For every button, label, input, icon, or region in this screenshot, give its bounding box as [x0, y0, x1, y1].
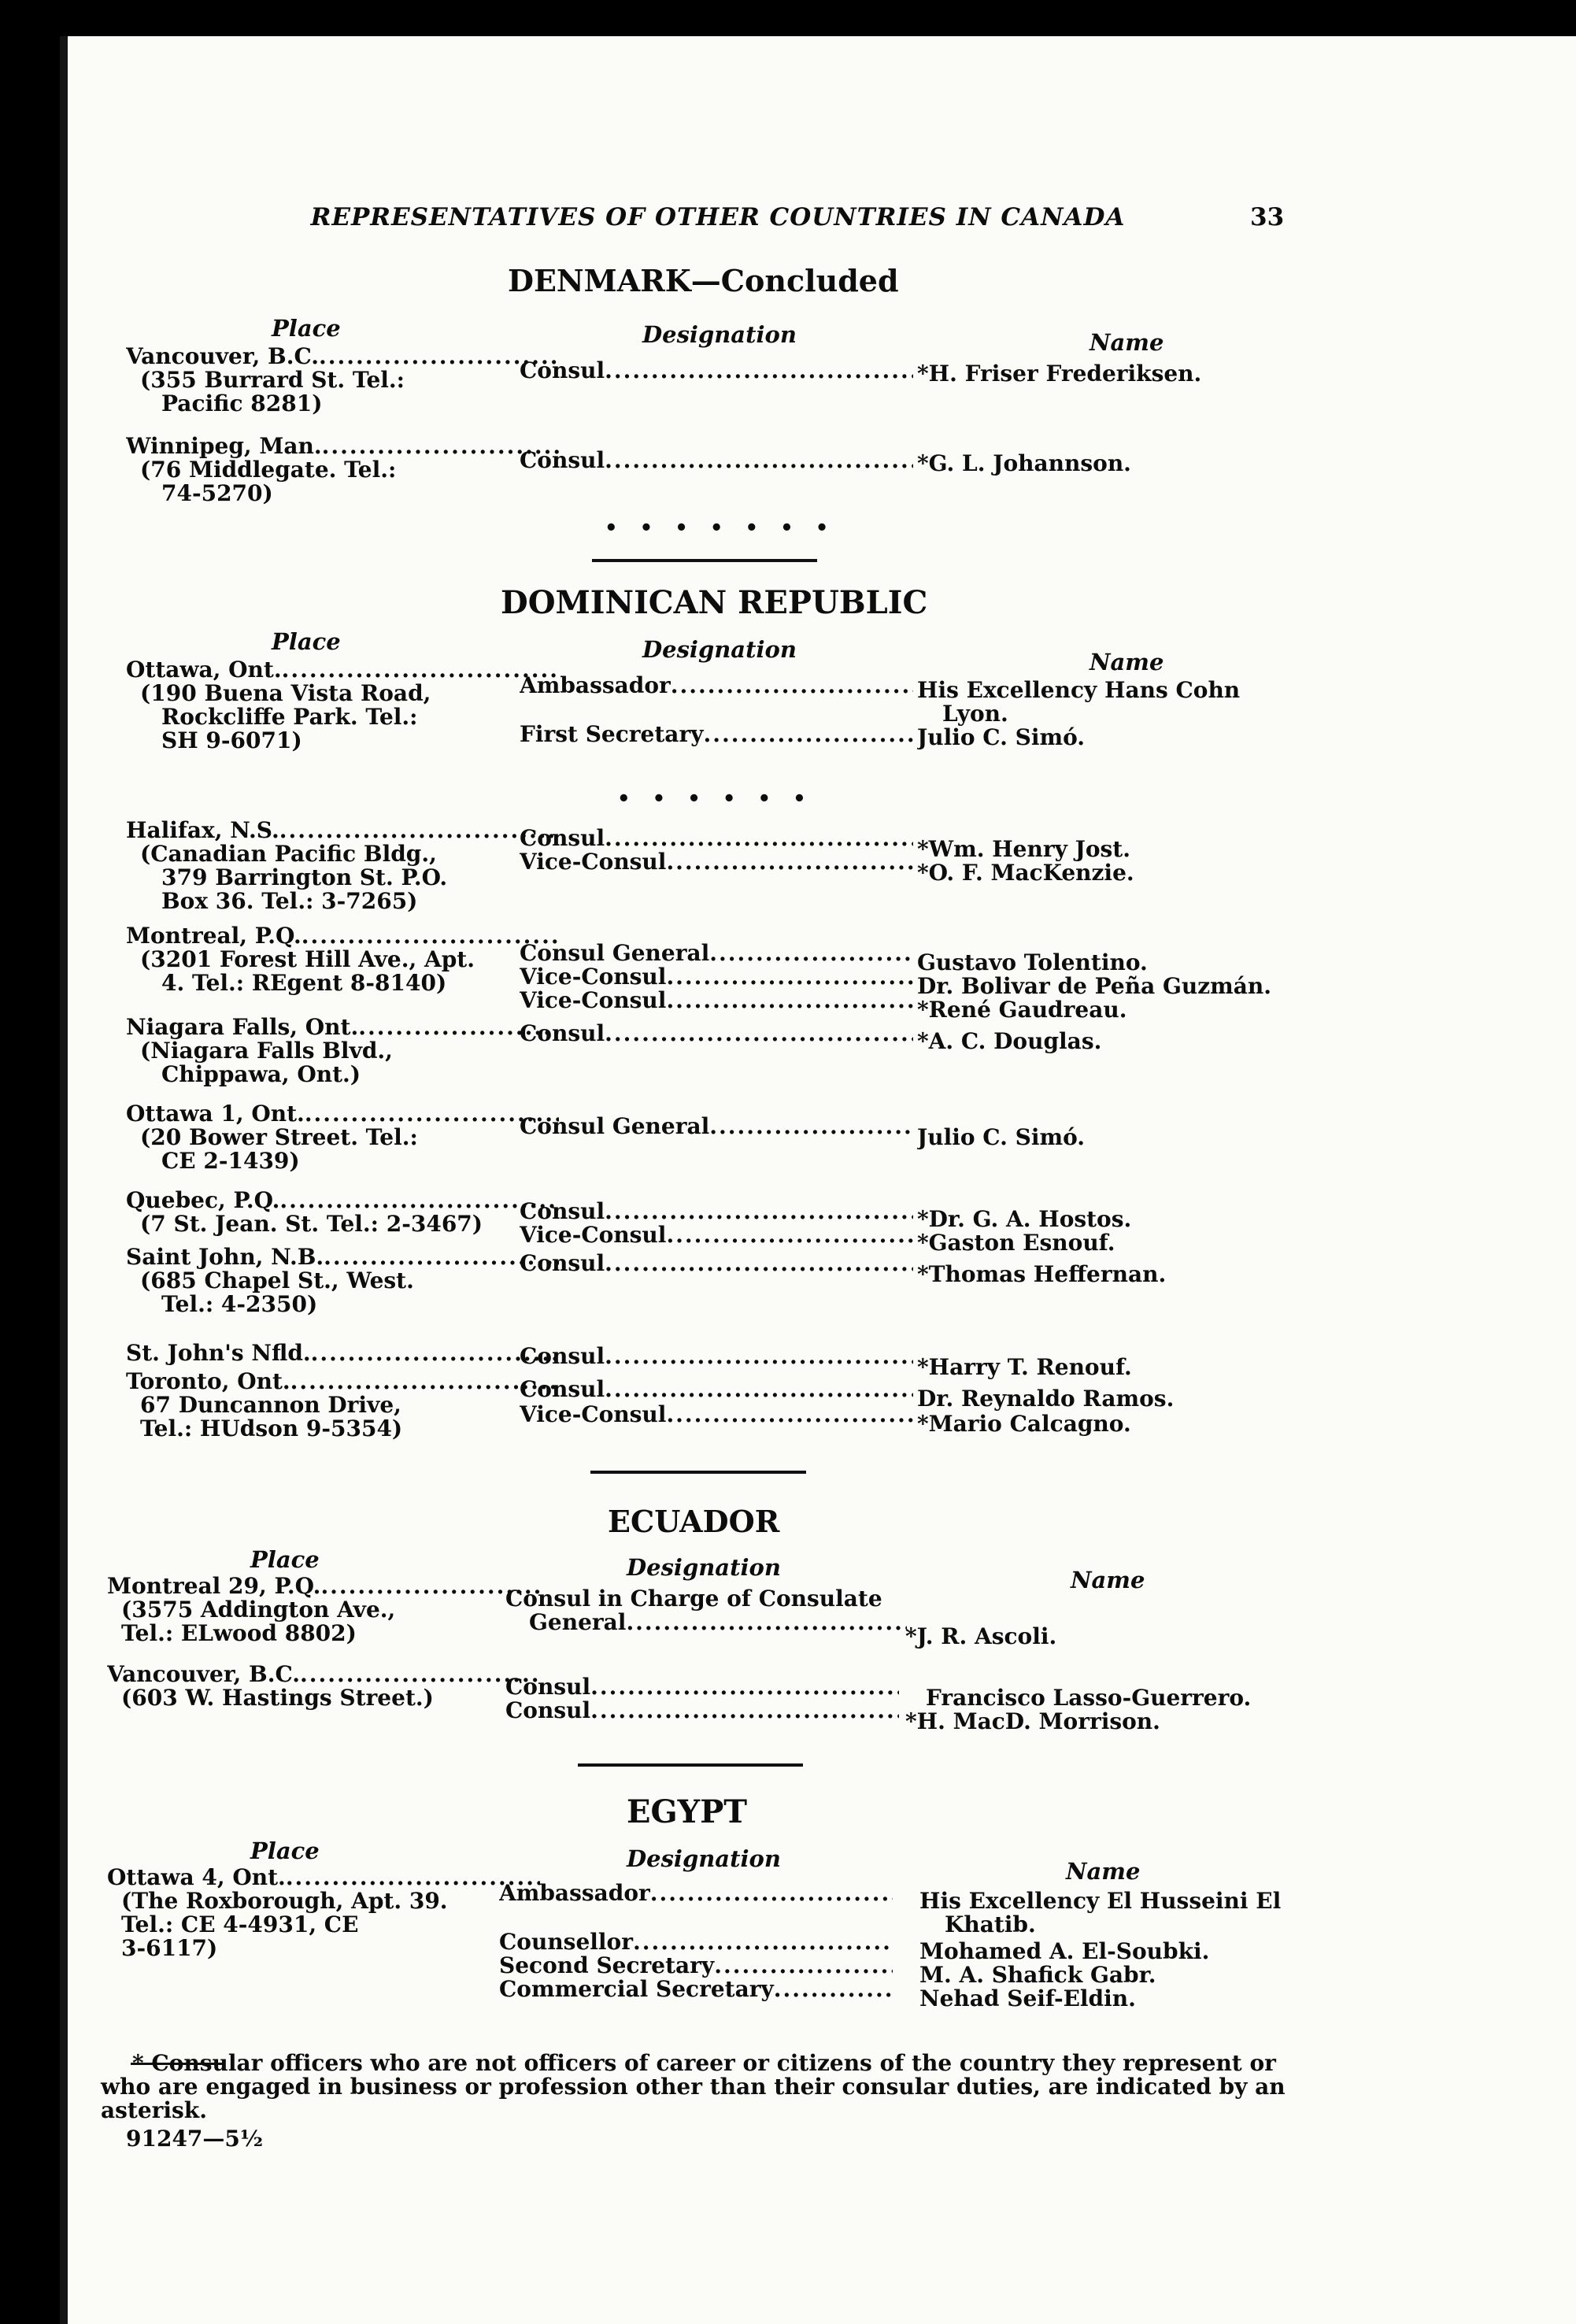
- entry-place: St. John's Nfld. .....: [126, 1341, 559, 1365]
- country-heading-egypt: EGYPT: [627, 1793, 748, 1830]
- entry-address: (7 St. Jean. St. Tel.: 2-3467): [140, 1212, 483, 1236]
- entry-place: Niagara Falls, Ont. .....: [126, 1016, 559, 1039]
- entry-address: (Canadian Pacific Bldg.,: [140, 842, 437, 866]
- entry-address: (76 Middlegate. Tel.:: [140, 458, 397, 482]
- entry-designation: Vice-Consul .....: [520, 1403, 913, 1427]
- entry-designation: Consul .....: [520, 1200, 913, 1223]
- entry-address: Tel.: CE 4-4931, CE: [121, 1913, 359, 1937]
- entry-name: M. A. Shafick Gabr.: [919, 1963, 1156, 1987]
- place-column-header: Place: [272, 315, 341, 342]
- running-title: REPRESENTATIVES OF OTHER COUNTRIES IN CANADA: [310, 203, 1126, 231]
- entry-address: 4. Tel.: REgent 8-8140): [161, 971, 447, 995]
- entry-address: (3201 Forest Hill Ave., Apt.: [140, 948, 475, 971]
- entry-designation: Consul General .....: [520, 942, 913, 965]
- entry-name: Dr. Bolivar de Peña Guzmán.: [917, 975, 1272, 998]
- name-column-header: Name: [1090, 649, 1164, 675]
- section-stars: •••••••: [605, 516, 851, 540]
- entry-name: *René Gaudreau.: [917, 998, 1127, 1022]
- entry-designation: Consul .....: [505, 1675, 899, 1699]
- country-heading-ecuador: ECUADOR: [608, 1504, 780, 1539]
- designation-column-header: Designation: [642, 636, 797, 663]
- binding-edge: [60, 36, 68, 2324]
- place-column-header: Place: [250, 1546, 320, 1573]
- entry-address: Pacific 8281): [161, 392, 323, 416]
- entry-name: *Gaston Esnouf.: [917, 1231, 1115, 1255]
- entry-place: Saint John, N.B. .....: [126, 1245, 559, 1269]
- entry-name: Julio C. Simó.: [917, 726, 1086, 749]
- entry-place: Ottawa 4, Ont. .....: [107, 1866, 540, 1889]
- country-heading-dominican-republic: DOMINICAN REPUBLIC: [501, 584, 928, 621]
- entry-designation: Consul in Charge of Consulate: [505, 1587, 882, 1611]
- entry-name: Dr. Reynaldo Ramos.: [917, 1387, 1175, 1411]
- entry-name: *G. L. Johannson.: [917, 452, 1131, 476]
- entry-name: *Harry T. Renouf.: [917, 1356, 1132, 1379]
- entry-designation: Second Secretary .....: [499, 1954, 893, 1978]
- entry-designation: Ambassador .....: [499, 1882, 893, 1905]
- entry-name: *J. R. Ascoli.: [905, 1625, 1057, 1649]
- entry-name: *A. C. Douglas.: [917, 1030, 1102, 1053]
- section-stars: ••••••: [617, 787, 828, 811]
- place-column-header: Place: [272, 628, 341, 655]
- entry-address: (603 W. Hastings Street.): [121, 1686, 434, 1710]
- entry-name: Khatib.: [945, 1913, 1036, 1937]
- entry-designation: Consul .....: [505, 1699, 899, 1723]
- entry-name: *O. F. MacKenzie.: [917, 861, 1134, 885]
- entry-name: His Excellency Hans Cohn: [917, 679, 1241, 702]
- entry-place: Ottawa 1, Ont. .....: [126, 1102, 559, 1126]
- entry-place: Toronto, Ont. .....: [126, 1370, 559, 1393]
- entry-address: (Niagara Falls Blvd.,: [140, 1039, 393, 1063]
- place-column-header: Place: [250, 1837, 320, 1864]
- entry-name: Lyon.: [942, 702, 1008, 726]
- entry-address: (20 Bower Street. Tel.:: [140, 1126, 418, 1149]
- footnote: * Consular officers who are not officers of career or citizens of the country they represent or who are engaged in business or profession other than their consular duties, are indicated by an asterisk.: [101, 2050, 1286, 2123]
- entry-place: Vancouver, B.C. .....: [107, 1663, 540, 1686]
- print-code: 91247—5½: [126, 2126, 264, 2152]
- entry-address: 3-6117): [121, 1937, 218, 1960]
- entry-name: His Excellency El Husseini El: [919, 1889, 1282, 1913]
- entry-designation: Commercial Secretary .....: [499, 1978, 893, 2001]
- entry-place: Montreal 29, P.Q. .....: [107, 1575, 540, 1598]
- name-column-header: Name: [1090, 329, 1164, 356]
- entry-address: 74-5270): [161, 482, 273, 505]
- entry-name: *Wm. Henry Jost.: [917, 838, 1130, 861]
- entry-designation: Vice-Consul .....: [520, 1223, 913, 1247]
- entry-designation: Consul .....: [520, 827, 913, 850]
- entry-address: (355 Burrard St. Tel.:: [140, 368, 405, 392]
- entry-place: Ottawa, Ont. .....: [126, 658, 559, 682]
- entry-address: Rockcliffe Park. Tel.:: [161, 705, 418, 729]
- section-rule: [590, 1471, 806, 1474]
- entry-designation: Vice-Consul .....: [520, 989, 913, 1012]
- entry-designation: General .....: [529, 1611, 907, 1634]
- entry-designation: Vice-Consul .....: [520, 965, 913, 989]
- entry-address: Box 36. Tel.: 3-7265): [161, 890, 418, 913]
- entry-address: (190 Buena Vista Road,: [140, 682, 431, 705]
- entry-designation: Counsellor .....: [499, 1930, 893, 1954]
- entry-name: *Dr. G. A. Hostos.: [917, 1208, 1132, 1231]
- entry-designation: Consul .....: [520, 1378, 913, 1401]
- entry-designation: Ambassador .....: [520, 674, 913, 698]
- page-number: 33: [1250, 203, 1285, 231]
- entry-address: 379 Barrington St. P.O.: [161, 866, 448, 890]
- entry-address: SH 9-6071): [161, 729, 302, 753]
- entry-place: Vancouver, B.C. .....: [126, 345, 559, 368]
- section-rule: [592, 559, 817, 562]
- entry-designation: Vice-Consul .....: [520, 850, 913, 874]
- entry-name: *H. MacD. Morrison.: [905, 1710, 1160, 1734]
- entry-name: *H. Friser Frederiksen.: [917, 362, 1202, 386]
- entry-name: Francisco Lasso-Guerrero.: [926, 1686, 1252, 1710]
- entry-address: Tel.: 4-2350): [161, 1293, 318, 1316]
- name-column-header: Name: [1071, 1567, 1145, 1593]
- entry-name: *Thomas Heffernan.: [917, 1263, 1167, 1286]
- entry-address: (685 Chapel St., West.: [140, 1269, 414, 1293]
- entry-designation: Consul .....: [520, 449, 913, 472]
- entry-place: Winnipeg, Man. .....: [126, 435, 559, 458]
- entry-designation: Consul .....: [520, 1022, 913, 1045]
- entry-address: (3575 Addington Ave.,: [121, 1598, 396, 1622]
- entry-designation: First Secretary .....: [520, 723, 913, 746]
- name-column-header: Name: [1066, 1858, 1141, 1885]
- entry-address: CE 2-1439): [161, 1149, 300, 1173]
- designation-column-header: Designation: [642, 321, 797, 348]
- entry-designation: Consul .....: [520, 1345, 913, 1368]
- entry-designation: Consul .....: [520, 359, 913, 383]
- entry-address: Tel.: ELwood 8802): [121, 1622, 357, 1645]
- entry-name: Mohamed A. El-Soubki.: [919, 1940, 1210, 1963]
- entry-address: 67 Duncannon Drive,: [140, 1393, 401, 1417]
- entry-designation: Consul .....: [520, 1252, 913, 1275]
- entry-place: Montreal, P.Q. .....: [126, 924, 559, 948]
- entry-name: Julio C. Simó.: [917, 1126, 1086, 1149]
- designation-column-header: Designation: [627, 1845, 781, 1872]
- entry-address: Chippawa, Ont.): [161, 1063, 361, 1086]
- entry-place: Quebec, P.Q. .....: [126, 1189, 559, 1212]
- entry-name: Gustavo Tolentino.: [917, 951, 1148, 975]
- section-rule: [578, 1763, 803, 1767]
- entry-place: Halifax, N.S. .....: [126, 819, 559, 842]
- entry-designation: Consul General .....: [520, 1115, 913, 1138]
- entry-name: *Mario Calcagno.: [917, 1412, 1131, 1436]
- designation-column-header: Designation: [627, 1554, 781, 1581]
- country-heading-denmark: DENMARK—Concluded: [508, 263, 899, 298]
- entry-address: (The Roxborough, Apt. 39.: [121, 1889, 448, 1913]
- entry-name: Nehad Seif-Eldin.: [919, 1987, 1136, 2011]
- entry-address: Tel.: HUdson 9-5354): [140, 1417, 403, 1441]
